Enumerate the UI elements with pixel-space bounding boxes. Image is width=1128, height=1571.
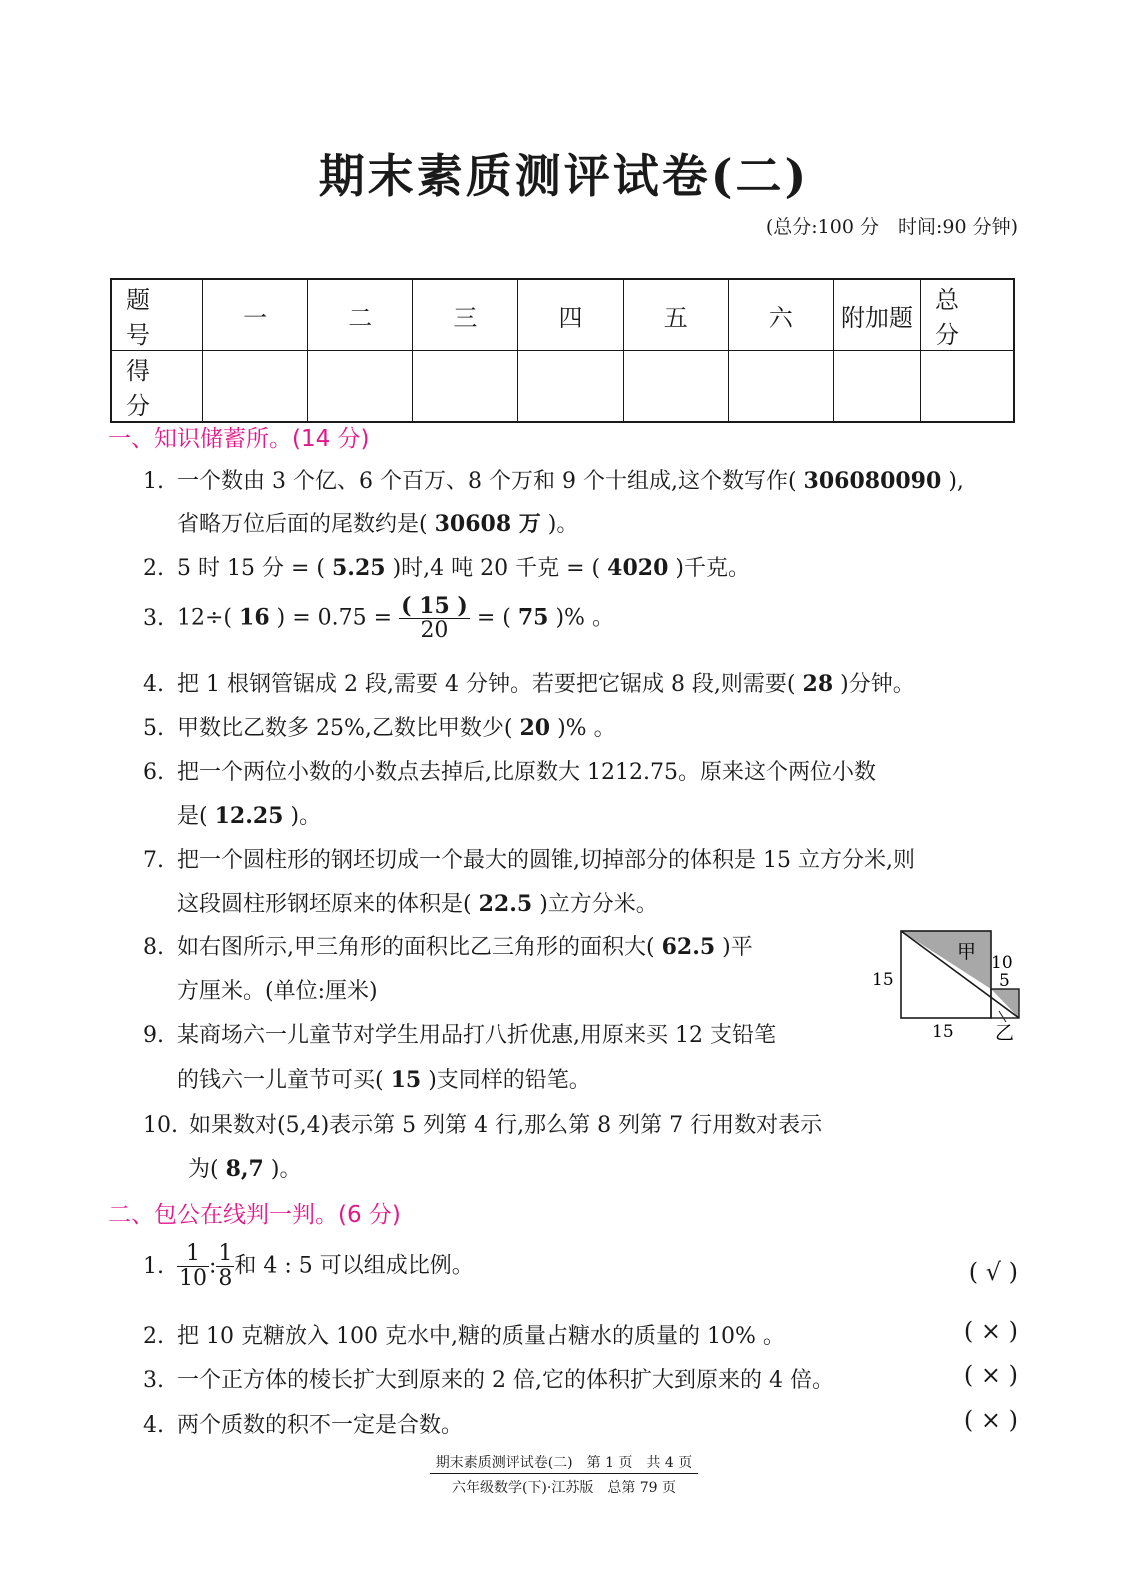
question-number: 10.	[143, 1113, 178, 1138]
question-number: 5.	[143, 716, 164, 741]
question-9	[143, 1018, 776, 1049]
row-label: 题 号	[111, 279, 203, 351]
score-cell	[623, 351, 728, 423]
question-text: 如果数对(5,4)表示第 5 列第 4 行,那么第 8 列第 7 行用数对表示	[189, 1113, 823, 1138]
question-text: 5 时 15 分 = (	[177, 556, 325, 581]
question-8	[143, 930, 753, 961]
question-text: )% 。	[555, 605, 614, 631]
question-1	[143, 464, 964, 495]
label-jia: 甲	[957, 941, 977, 963]
table-row	[111, 351, 1014, 423]
question-6	[143, 755, 876, 786]
answer: 5.25	[331, 555, 386, 581]
score-cell	[728, 351, 833, 423]
question-text: 省略万位后面的尾数约是(	[177, 512, 428, 537]
question-text: )分钟。	[840, 672, 915, 697]
label-yi: 乙	[995, 1022, 1015, 1044]
question-text: )时,4 吨 20 千克 = (	[392, 556, 601, 581]
score-cell	[308, 351, 413, 423]
question-text: )。	[270, 1157, 302, 1182]
score-cell	[834, 351, 921, 423]
column-header: 二	[308, 279, 413, 351]
question-text: 的钱六一儿童节可买(	[177, 1068, 384, 1093]
question-text: 这段圆柱形钢坯原来的体积是(	[177, 892, 472, 917]
table-row	[111, 279, 1014, 351]
answer: 30608 万	[434, 511, 541, 537]
question-text: )支同样的铅笔。	[428, 1068, 591, 1093]
question-2	[143, 551, 750, 582]
answer: 12.25	[214, 803, 284, 829]
question-text: ) = 0.75 =	[276, 605, 393, 631]
answer: 28	[802, 671, 834, 697]
question-number: 2.	[143, 556, 164, 581]
question-text: 把一个圆柱形的钢坯切成一个最大的圆锥,切掉部分的体积是 15 立方分米,则	[177, 848, 915, 873]
answer: 62.5	[661, 934, 716, 960]
column-header: 五	[623, 279, 728, 351]
question-text: 把 1 根钢管锯成 2 段,需要 4 分钟。若要把它锯成 8 段,则需要(	[177, 672, 796, 697]
answer: 16	[239, 604, 270, 631]
fraction-numerator: 1	[177, 1242, 209, 1267]
question-text: 如右图所示,甲三角形的面积比乙三角形的面积大(	[177, 935, 655, 960]
question-number: 9.	[143, 1023, 164, 1048]
triangle-jia-shading	[901, 931, 991, 989]
score-cell	[921, 351, 1015, 423]
question-number: 3.	[143, 1368, 164, 1393]
question-text: 把 10 克糖放入 100 克水中,糖的质量占糖水的质量的 10% 。	[177, 1324, 785, 1349]
question-text: 和 4 : 5 可以组成比例。	[234, 1253, 474, 1279]
answer: 8,7	[225, 1156, 264, 1182]
question-text: 一个正方体的棱长扩大到原来的 2 倍,它的体积扩大到原来的 4 倍。	[177, 1368, 834, 1393]
section-title: 二、包公在线判一判。(6 分)	[108, 1202, 401, 1228]
column-header: 六	[728, 279, 833, 351]
triangle-figure	[870, 925, 1030, 1050]
judge-question-2	[143, 1319, 785, 1350]
score-table	[110, 278, 1015, 423]
question-10	[143, 1108, 822, 1139]
question-text: = (	[476, 605, 511, 631]
judge-mark: ( √ )	[968, 1258, 1018, 1286]
fraction	[399, 594, 470, 643]
triangle-yi-shading	[991, 989, 1019, 1018]
question-text: 为(	[188, 1157, 219, 1182]
column-header: 附加题	[834, 279, 921, 351]
question-4	[143, 667, 915, 698]
question-number: 6.	[143, 760, 164, 785]
judge-mark: ( × )	[963, 1317, 1018, 1345]
label-right-10: 10	[991, 953, 1013, 973]
column-header: 总 分	[921, 279, 1015, 351]
fraction-denominator: 20	[420, 618, 449, 644]
question-text: 是(	[177, 804, 208, 829]
question-9-line2	[177, 1063, 591, 1094]
footer-line-2: 六年级数学(下)·江苏版 总第 79 页	[451, 1480, 677, 1496]
fraction-numerator: 1	[218, 1241, 233, 1266]
label-left-15: 15	[872, 970, 894, 990]
question-8-line2	[177, 974, 378, 1005]
answer: 22.5	[478, 891, 533, 917]
pointer-line	[999, 1011, 1006, 1022]
judge-question-4	[143, 1408, 463, 1439]
score-time-info: (总分:100 分 时间:90 分钟)	[765, 216, 1018, 238]
page-title: 期末素质测评试卷(二)	[318, 149, 810, 203]
section-title: 一、知识储蓄所。(14 分)	[108, 426, 370, 452]
question-number: 4.	[143, 672, 164, 697]
question-text: 两个质数的积不一定是合数。	[177, 1413, 464, 1438]
column-header: 四	[518, 279, 623, 351]
question-text: 把一个两位小数的小数点去掉后,比原数大 1212.75。原来这个两位小数	[177, 760, 876, 785]
question-text: )立方分米。	[539, 892, 658, 917]
score-cell	[413, 351, 518, 423]
judge-question-3	[143, 1363, 834, 1394]
judge-mark: ( × )	[963, 1406, 1018, 1434]
question-number: 8.	[143, 935, 164, 960]
answer: 4020	[607, 555, 669, 581]
judge-question-1	[143, 1242, 474, 1291]
judge-mark: ( × )	[963, 1361, 1018, 1389]
question-number: 2.	[143, 1324, 164, 1349]
page-footer	[0, 1452, 1128, 1497]
question-1-line2	[177, 507, 578, 538]
question-text: )。	[290, 804, 322, 829]
fraction	[216, 1242, 234, 1291]
question-text: )千克。	[675, 556, 750, 581]
question-text: 甲数比乙数多 25%,乙数比甲数少(	[177, 716, 513, 741]
question-7	[143, 843, 915, 874]
question-number: 4.	[143, 1413, 164, 1438]
question-3	[143, 594, 614, 643]
fraction-denominator: 10	[179, 1266, 207, 1292]
score-cell	[518, 351, 623, 423]
question-number: 1.	[143, 1253, 164, 1279]
answer: 15	[390, 1067, 422, 1093]
footer-line-1: 期末素质测评试卷(二) 第 1 页 共 4 页	[430, 1452, 699, 1474]
question-number: 1.	[143, 469, 164, 494]
answer: 75	[517, 604, 549, 631]
answer: 20	[519, 715, 551, 741]
label-right-5: 5	[999, 971, 1010, 991]
column-header: 一	[203, 279, 308, 351]
question-text: )平	[722, 935, 753, 960]
column-header: 三	[413, 279, 518, 351]
question-5	[143, 711, 616, 742]
question-text: 某商场六一儿童节对学生用品打八折优惠,用原来买 12 支铅笔	[177, 1023, 776, 1048]
ratio-colon: :	[209, 1253, 217, 1279]
question-number: 7.	[143, 848, 164, 873]
question-7-line2	[177, 887, 658, 918]
row-label: 得 分	[111, 351, 203, 423]
answer: 306080090	[803, 468, 942, 494]
question-10-line2	[188, 1152, 301, 1183]
question-text: )。	[547, 512, 579, 537]
fraction-denominator: 8	[218, 1266, 233, 1292]
fraction-numerator: ( 15 )	[401, 593, 468, 619]
question-text: 一个数由 3 个亿、6 个百万、8 个万和 9 个十组成,这个数写作(	[177, 469, 797, 494]
question-text: 方厘米。(单位:厘米)	[177, 979, 378, 1004]
label-bottom-15: 15	[932, 1022, 954, 1042]
score-cell	[203, 351, 308, 423]
question-6-line2	[177, 799, 321, 830]
fraction	[177, 1242, 209, 1291]
question-number: 3.	[143, 605, 164, 631]
question-text: )% 。	[557, 716, 616, 741]
question-text: 12÷(	[177, 605, 233, 631]
question-text: ),	[948, 469, 964, 494]
